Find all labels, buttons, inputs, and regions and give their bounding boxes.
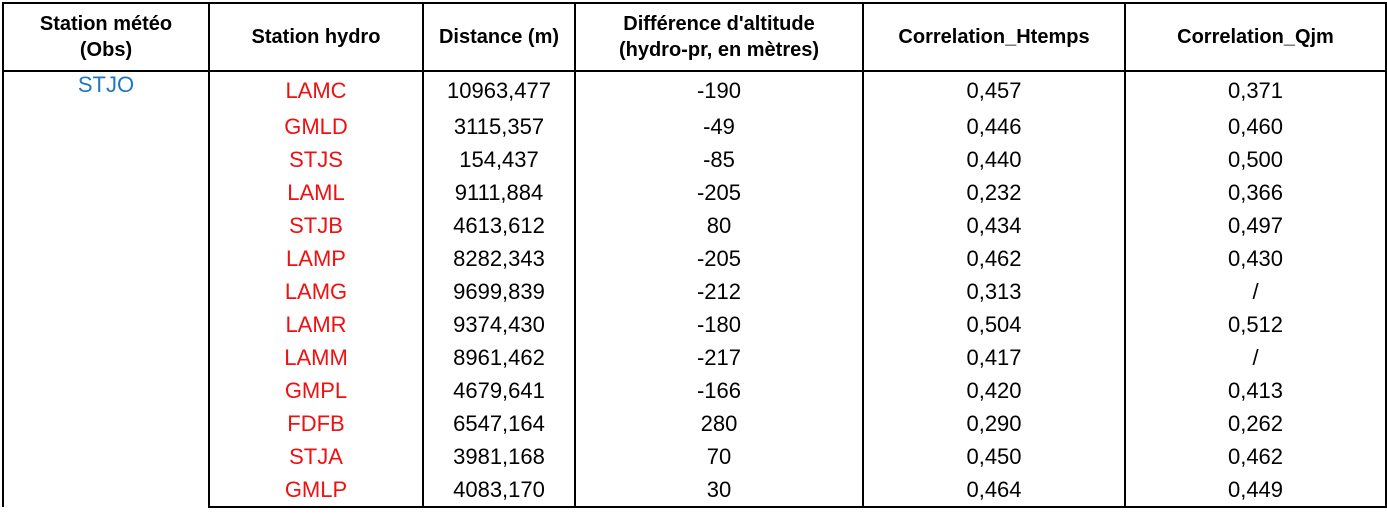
altitude-diff-cell: 280 xyxy=(575,407,863,440)
table-row xyxy=(3,308,1386,341)
hydro-station-cell: STJS xyxy=(209,143,423,176)
hydro-station-cell: STJB xyxy=(209,209,423,242)
corr-htemps-cell: 0,290 xyxy=(863,407,1125,440)
hydro-station-cell: FDFB xyxy=(209,407,423,440)
altitude-diff-cell: -49 xyxy=(575,110,863,143)
table-row xyxy=(3,110,1386,143)
distance-cell: 9699,839 xyxy=(423,275,575,308)
header-obs-station-line1: Station météo xyxy=(39,13,173,35)
altitude-diff-cell: -180 xyxy=(575,308,863,341)
corr-htemps-cell: 0,440 xyxy=(863,143,1125,176)
header-altitude-diff-line1: Différence d'altitude xyxy=(623,13,815,35)
table-row xyxy=(3,242,1386,275)
corr-qjm-cell: 0,262 xyxy=(1125,407,1386,440)
corr-htemps-cell: 0,420 xyxy=(863,374,1125,407)
header-row xyxy=(3,3,1386,71)
altitude-diff-cell: -205 xyxy=(575,242,863,275)
table-row xyxy=(3,407,1386,440)
distance-cell: 3981,168 xyxy=(423,440,575,473)
table-header xyxy=(3,3,1386,71)
obs-station-cell: STJO xyxy=(3,71,209,507)
table-row xyxy=(3,341,1386,374)
corr-htemps-cell: 0,504 xyxy=(863,308,1125,341)
header-obs-station xyxy=(3,3,209,71)
hydro-station-cell: LAMP xyxy=(209,242,423,275)
distance-cell: 9374,430 xyxy=(423,308,575,341)
hydro-station-cell: GMLP xyxy=(209,473,423,507)
hydro-station-cell: LAMM xyxy=(209,341,423,374)
corr-qjm-cell: 0,460 xyxy=(1125,110,1386,143)
altitude-diff-cell: -190 xyxy=(575,71,863,110)
header-obs-station-line2: (Obs) xyxy=(79,39,133,61)
header-distance: Distance (m) xyxy=(423,3,575,71)
corr-htemps-cell: 0,446 xyxy=(863,110,1125,143)
altitude-diff-cell: -85 xyxy=(575,143,863,176)
corr-htemps-cell: 0,434 xyxy=(863,209,1125,242)
distance-cell: 8282,343 xyxy=(423,242,575,275)
altitude-diff-cell: 30 xyxy=(575,473,863,507)
corr-htemps-cell: 0,462 xyxy=(863,242,1125,275)
header-corr-qjm: Correlation_Qjm xyxy=(1125,3,1386,71)
altitude-diff-cell: -205 xyxy=(575,176,863,209)
distance-cell: 10963,477 xyxy=(423,71,575,110)
hydro-station-cell: GMLD xyxy=(209,110,423,143)
table-row xyxy=(3,473,1386,507)
hydro-station-cell: LAMR xyxy=(209,308,423,341)
table-row xyxy=(3,176,1386,209)
altitude-diff-cell: 70 xyxy=(575,440,863,473)
distance-cell: 3115,357 xyxy=(423,110,575,143)
hydro-station-cell: GMPL xyxy=(209,374,423,407)
altitude-diff-cell: 80 xyxy=(575,209,863,242)
header-corr-htemps: Correlation_Htemps xyxy=(863,3,1125,71)
table-row xyxy=(3,209,1386,242)
corr-htemps-cell: 0,417 xyxy=(863,341,1125,374)
corr-qjm-cell: 0,512 xyxy=(1125,308,1386,341)
distance-cell: 6547,164 xyxy=(423,407,575,440)
altitude-diff-cell: -212 xyxy=(575,275,863,308)
corr-qjm-cell: 0,497 xyxy=(1125,209,1386,242)
corr-qjm-cell: / xyxy=(1125,275,1386,308)
table-row xyxy=(3,440,1386,473)
distance-cell: 9111,884 xyxy=(423,176,575,209)
hydro-station-cell: LAMC xyxy=(209,71,423,110)
distance-cell: 154,437 xyxy=(423,143,575,176)
corr-qjm-cell: / xyxy=(1125,341,1386,374)
corr-qjm-cell: 0,366 xyxy=(1125,176,1386,209)
distance-cell: 4613,612 xyxy=(423,209,575,242)
hydro-station-cell: STJA xyxy=(209,440,423,473)
altitude-diff-cell: -217 xyxy=(575,341,863,374)
corr-qjm-cell: 0,430 xyxy=(1125,242,1386,275)
distance-cell: 4679,641 xyxy=(423,374,575,407)
altitude-diff-cell: -166 xyxy=(575,374,863,407)
corr-htemps-cell: 0,313 xyxy=(863,275,1125,308)
table-row xyxy=(3,374,1386,407)
corr-htemps-cell: 0,232 xyxy=(863,176,1125,209)
distance-cell: 4083,170 xyxy=(423,473,575,507)
corr-qjm-cell: 0,500 xyxy=(1125,143,1386,176)
corr-htemps-cell: 0,457 xyxy=(863,71,1125,110)
corr-qjm-cell: 0,462 xyxy=(1125,440,1386,473)
corr-qjm-cell: 0,449 xyxy=(1125,473,1386,507)
table-body xyxy=(3,71,1386,507)
hydro-station-cell: LAML xyxy=(209,176,423,209)
distance-cell: 8961,462 xyxy=(423,341,575,374)
table-row xyxy=(3,275,1386,308)
header-hydro-station: Station hydro xyxy=(209,3,423,71)
corr-qjm-cell: 0,413 xyxy=(1125,374,1386,407)
corr-htemps-cell: 0,450 xyxy=(863,440,1125,473)
header-altitude-diff xyxy=(575,3,863,71)
corr-htemps-cell: 0,464 xyxy=(863,473,1125,507)
header-altitude-diff-line2: (hydro-pr, en mètres) xyxy=(618,39,820,61)
table-row xyxy=(3,71,1386,110)
hydro-station-cell: LAMG xyxy=(209,275,423,308)
corr-qjm-cell: 0,371 xyxy=(1125,71,1386,110)
table-row xyxy=(3,143,1386,176)
station-correlation-table xyxy=(2,2,1387,508)
